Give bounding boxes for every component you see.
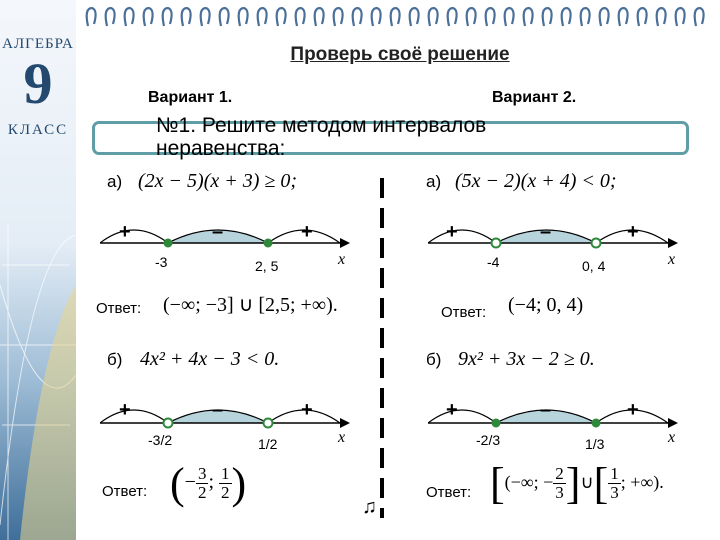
v1a-sign-2: – <box>212 221 224 243</box>
v2a-point-2: 0, 4 <box>582 258 606 274</box>
v1b-sign-1: + <box>119 399 131 421</box>
v2a-sign-1: + <box>446 221 458 243</box>
v2a-axis-var: x <box>668 251 676 268</box>
v2a-answer-label: Ответ: <box>441 304 487 321</box>
subject-label: АЛГЕБРА <box>2 36 74 52</box>
v2b-point-1: -2/3 <box>476 432 501 448</box>
v1b-point-1: -3/2 <box>148 432 173 448</box>
v1a-inequality: (2x − 5)(x + 3) ≥ 0; <box>138 170 298 192</box>
v2b-axis-var: x <box>668 429 676 446</box>
v1b-answer: (− $\frac{3}{2}$ ; $\frac{1}{2}$ ) <box>170 459 247 508</box>
v1a-point-1: -3 <box>155 254 168 270</box>
v2a-sign-3: + <box>627 221 639 243</box>
notebook-spiral <box>80 4 716 30</box>
v2a-number-line <box>428 205 678 255</box>
v1b-label: б) <box>107 350 123 369</box>
variant-1-heading: Вариант 1. <box>148 89 233 106</box>
v1a-answer: (−∞; −3] ∪ [2,5; +∞). <box>163 294 338 316</box>
variant-2-heading: Вариант 2. <box>492 89 577 106</box>
v2a-inequality: (5x − 2)(x + 4) < 0; <box>455 170 617 192</box>
task-text: №1. Решите методом интервалов неравенства: <box>156 114 487 160</box>
textbook-sidebar <box>0 0 76 540</box>
v1b-axis-var: x <box>338 429 346 446</box>
v1b-sign-2: – <box>212 399 224 421</box>
v1a-answer-label: Ответ: <box>96 300 142 317</box>
music-note-icon: ♫ <box>362 496 377 518</box>
page-title: Проверь своё решение <box>290 44 510 65</box>
v1a-axis-var: x <box>338 251 346 268</box>
v2b-answer: [(−∞; − $\frac{2}{3}$ ]∪[ $\frac{1}{3}$ ; +∞). <box>490 459 664 508</box>
v2b-sign-2: – <box>540 399 552 421</box>
v2b-sign-3: + <box>627 399 639 421</box>
v2b-sign-1: + <box>446 399 458 421</box>
v1a-sign-3: + <box>301 221 313 243</box>
v2b-label: б) <box>426 350 442 369</box>
v2b-inequality: 9x² + 3x − 2 ≥ 0. <box>458 348 595 370</box>
v1a-label: а) <box>107 172 123 191</box>
math-decoration <box>0 225 76 540</box>
v1a-point-2: 2, 5 <box>255 258 279 274</box>
v1b-answer-label: Ответ: <box>102 483 148 500</box>
v2a-sign-2: – <box>540 221 552 243</box>
v2b-point-2: 1/3 <box>585 436 605 452</box>
v2a-point-1: -4 <box>487 254 500 270</box>
v2b-answer-label: Ответ: <box>426 484 472 501</box>
v1b-sign-3: + <box>301 399 313 421</box>
v1b-inequality: 4x² + 4x − 3 < 0. <box>140 348 280 370</box>
v1a-sign-1: + <box>119 221 131 243</box>
v2a-label: а) <box>426 172 442 191</box>
v1b-point-2: 1/2 <box>258 436 278 452</box>
grade-number: 9 <box>23 51 53 116</box>
v2a-answer: (−4; 0, 4) <box>508 294 584 316</box>
variant-divider <box>380 178 384 518</box>
v2b-number-line <box>428 385 678 435</box>
grade-label: КЛАСС <box>7 122 69 138</box>
